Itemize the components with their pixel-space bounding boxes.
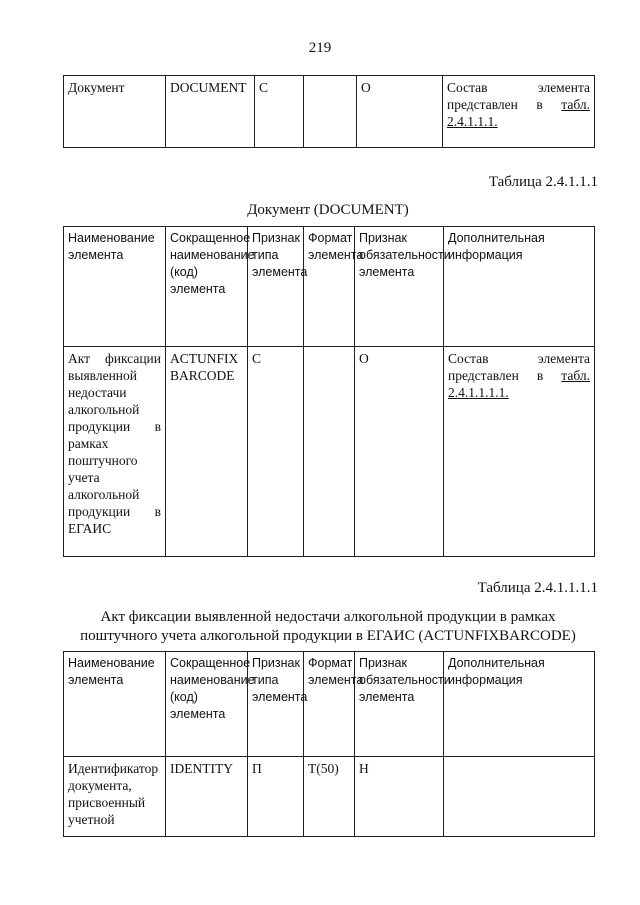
actunfixbarcode-elements-table bbox=[63, 651, 595, 837]
table-row bbox=[64, 347, 595, 557]
table-label: Таблица 2.4.1.1.1 bbox=[488, 174, 598, 190]
element-name-cell: Идентификатор документа, присвоенный учетной bbox=[64, 757, 166, 837]
table-label: Таблица 2.4.1.1.1.1 bbox=[477, 580, 598, 596]
element-info-cell bbox=[444, 757, 595, 837]
element-name-cell: Акт фиксации выявленной недостачи алкогольной продукции в рамках поштучного учета алкогольной продукции в ЕГАИС bbox=[64, 347, 166, 557]
element-required-cell: О bbox=[355, 347, 444, 557]
info-text: Состав элемента представлен в bbox=[447, 80, 590, 112]
element-required-cell: Н bbox=[355, 757, 444, 837]
table-title-line-2: поштучного учета алкогольной продукции в ЕГАИС (ACTUNFIXBARCODE) bbox=[80, 628, 576, 644]
element-type-cell: С bbox=[255, 76, 304, 148]
table-row bbox=[64, 76, 595, 148]
element-code-cell: IDENTITY bbox=[166, 757, 248, 837]
header-abbr: Сокращенное наименование (код) элемента bbox=[166, 227, 248, 347]
element-code-cell: ACTUNFIXBARCODE bbox=[166, 347, 248, 557]
header-name: Наименование элемента bbox=[64, 652, 166, 757]
table-title: Документ (DOCUMENT) bbox=[247, 202, 409, 218]
header-required: Признак обязательности элемента bbox=[355, 227, 444, 347]
header-info: Дополнительная информация bbox=[444, 652, 595, 757]
document-elements-table bbox=[63, 226, 595, 557]
element-name-cell: Документ bbox=[64, 76, 166, 148]
document-row-table bbox=[63, 75, 595, 148]
info-text: Состав элемента представлен в bbox=[448, 351, 590, 383]
header-required: Признак обязательности элемента bbox=[355, 652, 444, 757]
table-header-row bbox=[64, 227, 595, 347]
header-format: Формат элемента bbox=[304, 227, 355, 347]
header-format: Формат элемента bbox=[304, 652, 355, 757]
element-type-cell: П bbox=[248, 757, 304, 837]
table-row bbox=[64, 757, 595, 837]
element-required-cell: О bbox=[357, 76, 443, 148]
header-type: Признак типа элемента bbox=[248, 227, 304, 347]
element-format-cell bbox=[304, 76, 357, 148]
table-reference-link[interactable]: табл. 2.4.1.1.1. bbox=[447, 97, 590, 129]
header-abbr: Сокращенное наименование (код) элемента bbox=[166, 652, 248, 757]
header-type: Признак типа элемента bbox=[248, 652, 304, 757]
table-reference-link[interactable]: табл. 2.4.1.1.1.1. bbox=[448, 368, 590, 400]
element-info-cell bbox=[444, 347, 595, 557]
header-info: Дополнительная информация bbox=[444, 227, 595, 347]
element-code-cell: DOCUMENT bbox=[166, 76, 255, 148]
element-format-cell bbox=[304, 347, 355, 557]
table-header-row bbox=[64, 652, 595, 757]
element-info-cell bbox=[443, 76, 595, 148]
page-number: 219 bbox=[308, 40, 332, 56]
element-format-cell: Т(50) bbox=[304, 757, 355, 837]
table-title-line-1: Акт фиксации выявленной недостачи алкогольной продукции в рамках bbox=[100, 609, 556, 625]
element-type-cell: С bbox=[248, 347, 304, 557]
header-name: Наименование элемента bbox=[64, 227, 166, 347]
